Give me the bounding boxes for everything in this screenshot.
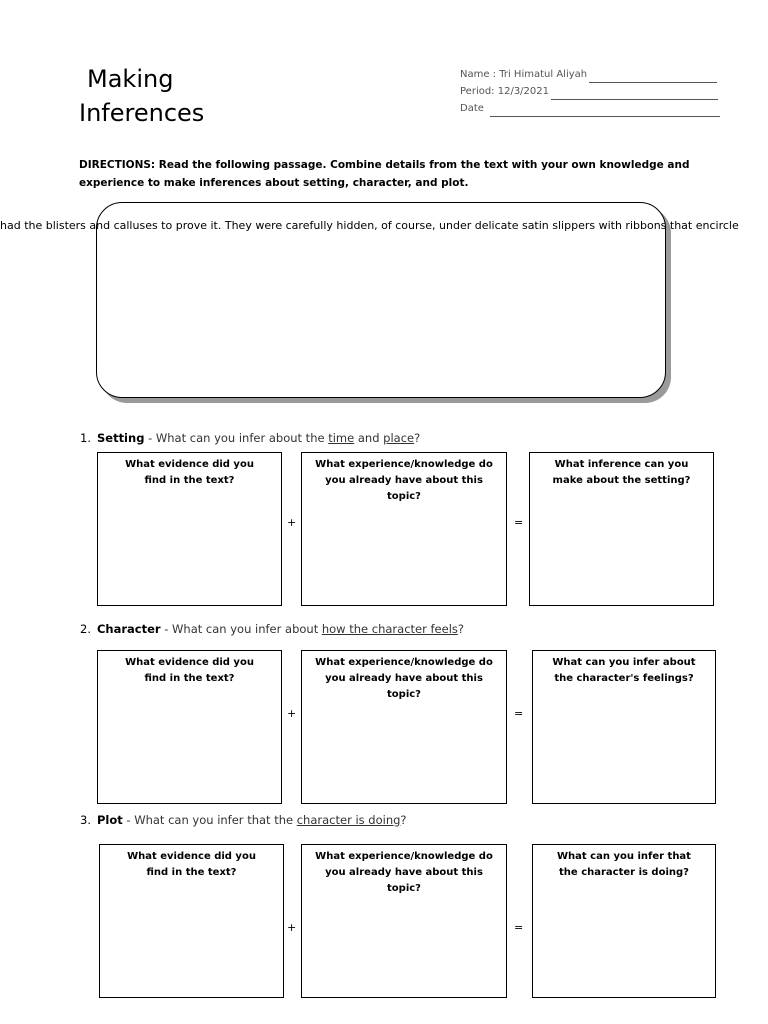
date-line[interactable] [490, 105, 720, 117]
plot-equals-sign: = [514, 921, 524, 934]
question-underline-doing: character is doing [296, 813, 401, 827]
setting-inference-header: What inference can you make about the setting? [552, 459, 691, 486]
plot-knowledge-header: What experience/knowledge do you already have about this topic? [315, 851, 493, 894]
question-label: Character [96, 622, 161, 636]
student-info [460, 66, 720, 117]
date-label: Date [460, 103, 484, 114]
setting-plus-sign: + [287, 516, 297, 529]
question-underline-time: time [328, 431, 355, 445]
setting-evidence-header: What evidence did you find in the text? [125, 459, 254, 486]
character-evidence-box[interactable] [97, 650, 282, 804]
plot-knowledge-box[interactable] [301, 844, 507, 998]
setting-inference-box[interactable] [529, 452, 714, 606]
plot-plus-sign: + [287, 921, 297, 934]
name-label: Name : Tri Himatul Aliyah [460, 69, 588, 80]
question-end: ? [457, 622, 464, 636]
directions-text: DIRECTIONS: Read the following passage. Combine details from the text with your own knowledge and experience to make inferences about setting, character, and plot. [79, 159, 690, 189]
setting-equals-sign: = [514, 516, 524, 529]
plot-evidence-box[interactable] [99, 844, 284, 998]
setting-evidence-box[interactable] [97, 452, 282, 606]
question-prompt: - What can you infer about the [144, 431, 329, 445]
character-equals-sign: = [514, 707, 524, 720]
character-knowledge-header: What experience/knowledge do you already have about this topic? [315, 657, 493, 700]
question-setting [80, 430, 420, 446]
period-line[interactable] [551, 88, 718, 100]
character-knowledge-box[interactable] [301, 650, 507, 804]
character-plus-sign: + [287, 707, 297, 720]
date-row [460, 100, 720, 117]
question-end: ? [414, 431, 421, 445]
question-prompt: - What can you infer that the [122, 813, 297, 827]
plot-inference-box[interactable] [532, 844, 716, 998]
plot-inference-header: What can you infer that the character is doing? [557, 851, 691, 878]
title-line-1: Making [87, 65, 174, 93]
name-row [460, 66, 720, 83]
setting-knowledge-header: What experience/knowledge do you already have about this topic? [315, 459, 493, 502]
passage-text [0, 218, 768, 234]
setting-knowledge-box[interactable] [301, 452, 507, 606]
question-prompt: - What can you infer about [160, 622, 322, 636]
question-mid: and [354, 431, 384, 445]
period-label: Period: 12/3/2021 [460, 86, 550, 97]
plot-evidence-header: What evidence did you find in the text? [127, 851, 256, 878]
period-row [460, 83, 720, 100]
question-number: 2. [80, 622, 91, 636]
worksheet-title [79, 62, 204, 130]
question-underline-feels: how the character feels [321, 622, 458, 636]
question-plot [80, 812, 407, 828]
character-evidence-header: What evidence did you find in the text? [125, 657, 254, 684]
title-line-2: Inferences [79, 99, 205, 127]
question-label: Setting [96, 431, 145, 445]
question-underline-place: place [383, 431, 415, 445]
question-number: 1. [80, 431, 91, 445]
question-label: Plot [96, 813, 123, 827]
passage-line-text: had the blisters and calluses to prove it. They were carefully hidden, of course, under delicate satin slippers with ribbons that encircle [0, 219, 739, 232]
question-number: 3. [80, 813, 91, 827]
question-character [80, 621, 464, 637]
question-end: ? [400, 813, 407, 827]
character-inference-header: What can you infer about the character's feelings? [552, 657, 696, 684]
character-inference-box[interactable] [532, 650, 716, 804]
name-line[interactable] [589, 71, 717, 83]
